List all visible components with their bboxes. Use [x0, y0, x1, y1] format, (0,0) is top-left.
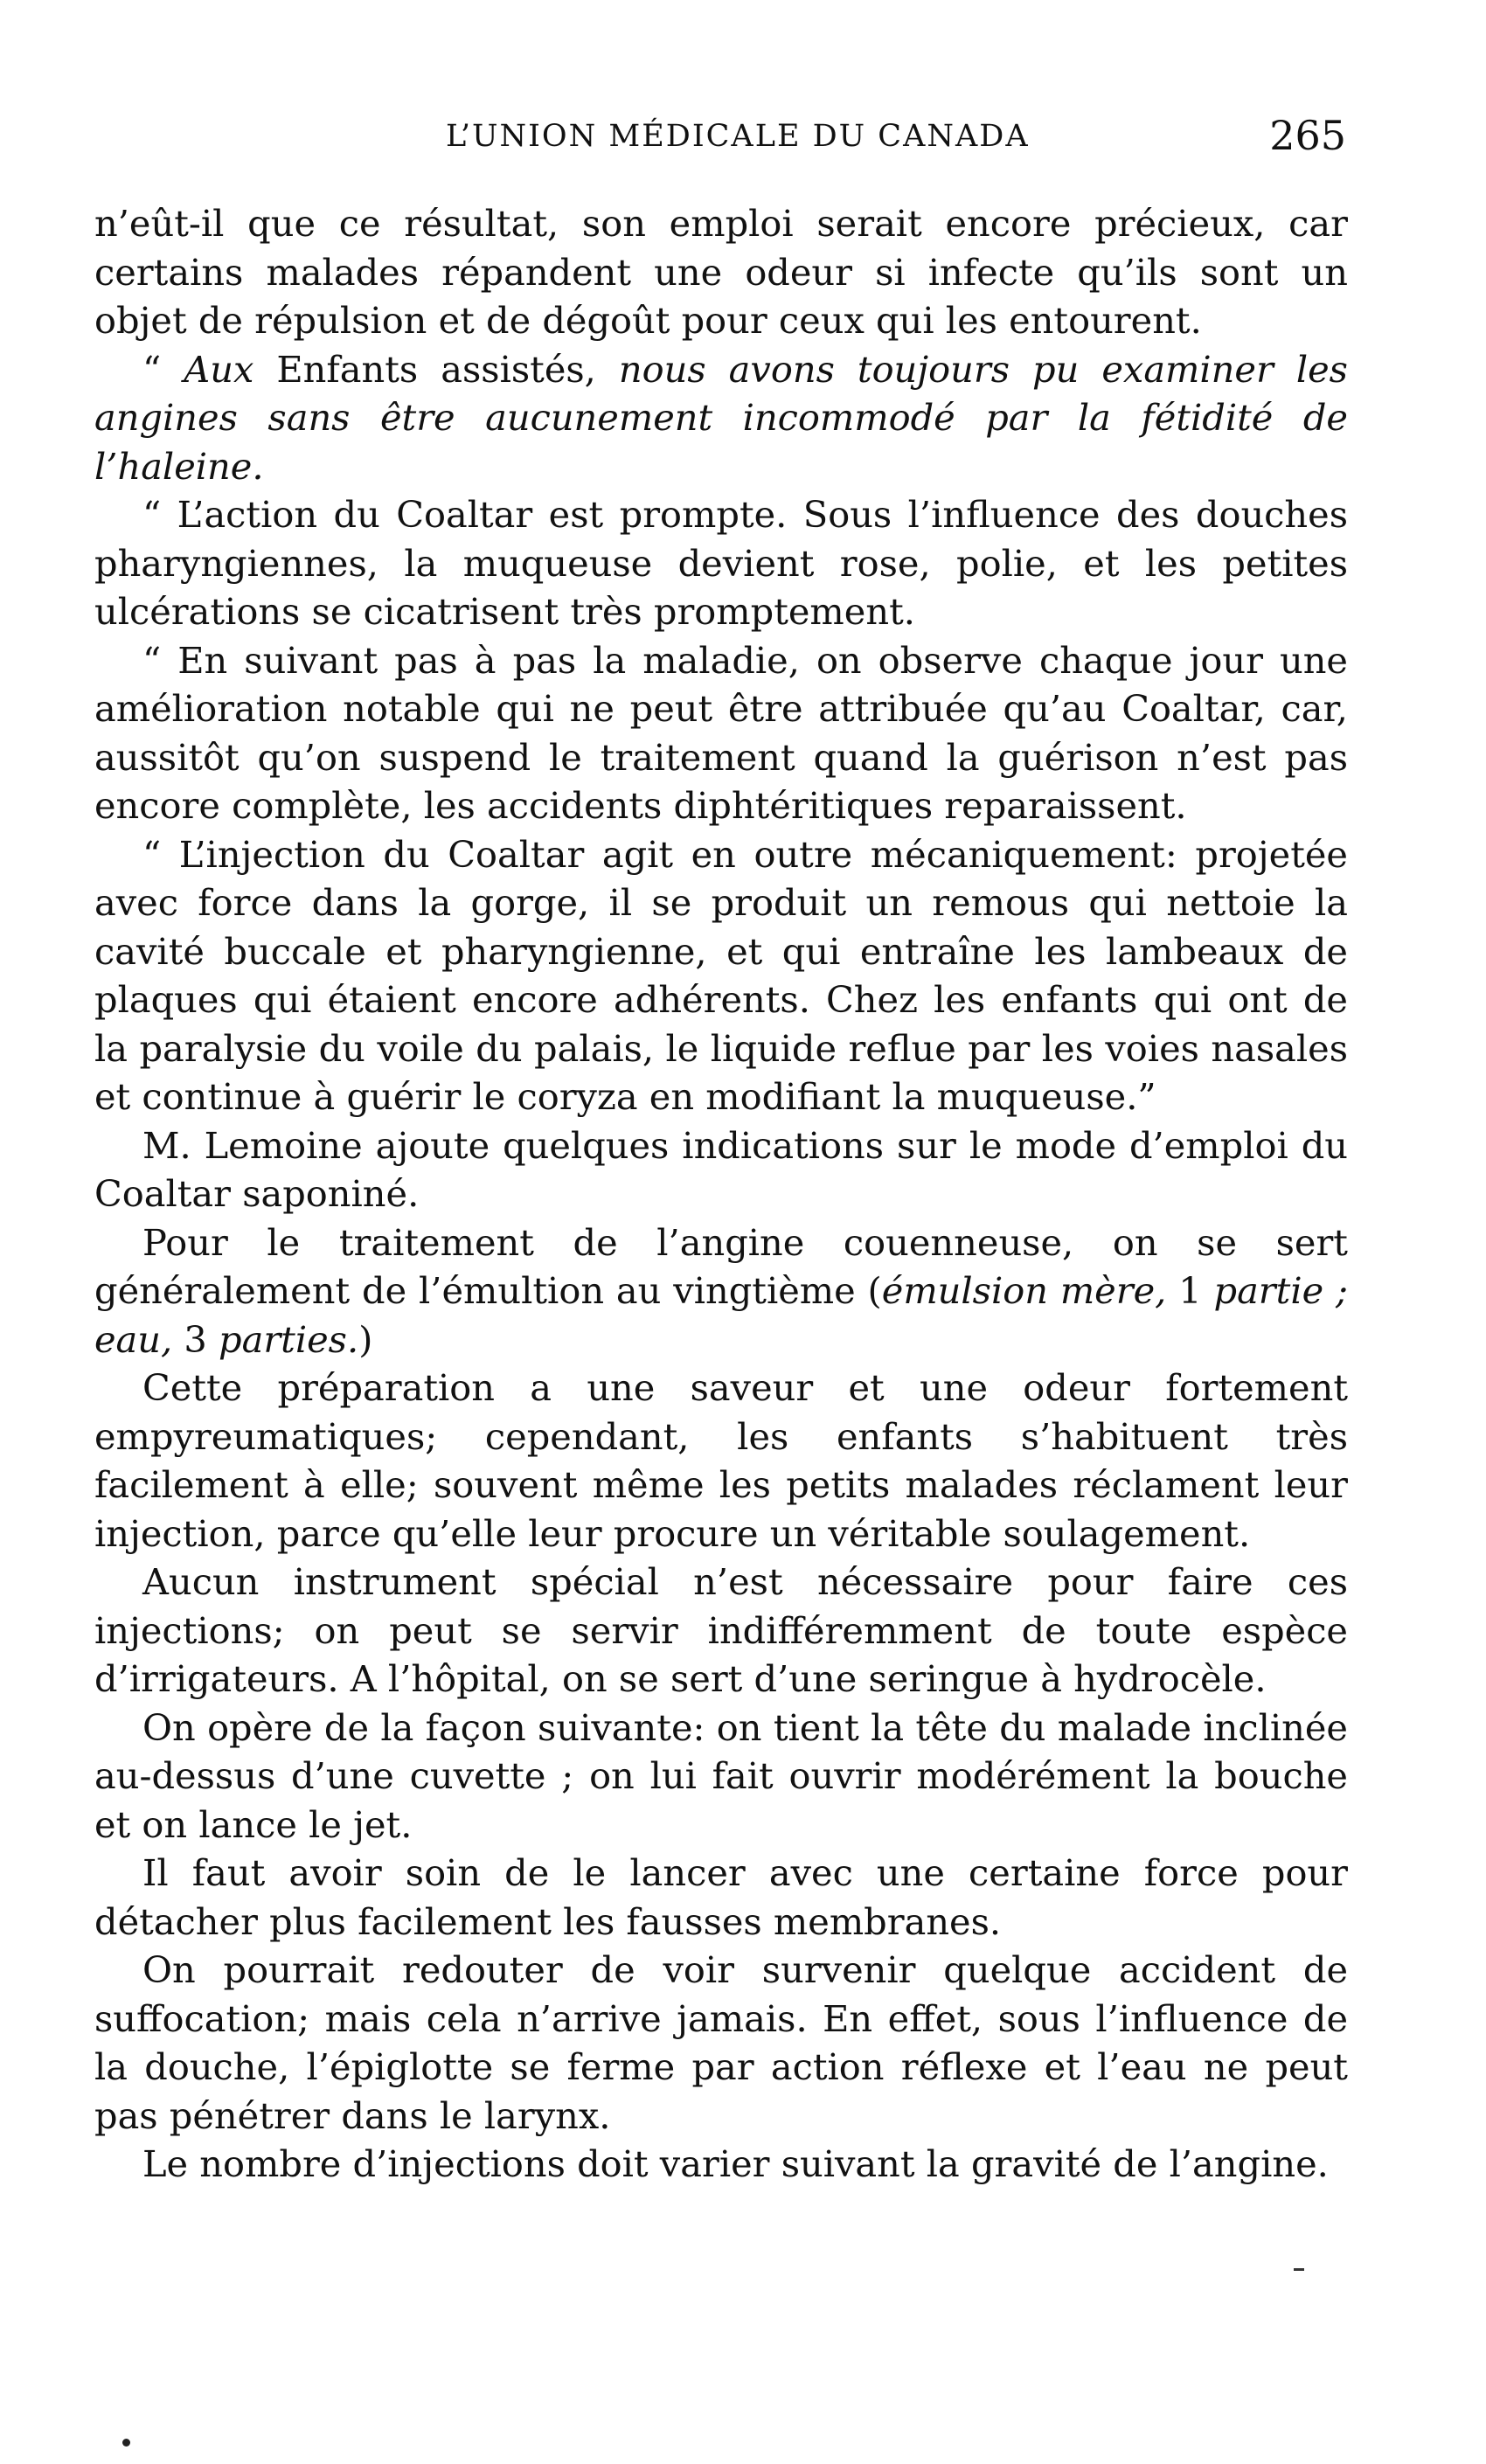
paragraph: [94, 1121, 1348, 1218]
paragraph: [94, 830, 1348, 1121]
paragraph: [94, 1364, 1348, 1558]
paragraph: [94, 1849, 1348, 1946]
paragraph: [94, 2140, 1348, 2189]
paragraph: [94, 1558, 1348, 1704]
italic-text: parties.: [219, 1317, 359, 1361]
paragraph-text: 3: [172, 1317, 219, 1361]
paragraph-text: On pourrait redouter de voir survenir quelque accident de suffocation; mais cela n’arrive jamais. En effet, sous l’influence de la douche, l’épiglotte se ferme par action réflexe et l’eau ne peut pas pénétrer dans le larynx.: [94, 1948, 1348, 2137]
paragraph-text: “ En suivant pas à pas la maladie, on observe chaque jour une amélioration notable qui ne peut être attribuée qu’au Coaltar, car, aussitôt qu’on suspend le traitement quand la guérison n’est pas encore complète, les accidents diphtéritiques reparaissent.: [94, 638, 1348, 827]
paragraph-text: “ L’injection du Coaltar agit en outre mécaniquement: projetée avec force dans la gorge, il se produit un remous qui nettoie la cavité buccale et pharyngienne, et qui entraîne les lambeaux de plaques qui étaient encore adhérents. Chez les enfants qui ont de la paralysie du voile du palais, le liquide reflue par les voies nasales et continue à guérir le coryza en modifiant la muqueuse.”: [94, 832, 1348, 1118]
running-header: [96, 112, 1346, 164]
paragraph-text: Pour le traitement de l’angine couenneuse, on se sert généralement de l’émultion au vingtième (: [94, 1220, 1348, 1312]
italic-text: partie ; eau,: [94, 1269, 1349, 1361]
paragraph: [94, 345, 1348, 491]
paragraph-text: “ L’action du Coaltar est prompte. Sous l’influence des douches pharyngiennes, la muqueuse devient rose, polie, et les petites ulcérations se cicatrisent très promptement.: [94, 493, 1348, 633]
running-title: L’UNION MÉDICALE DU CANADA: [446, 119, 1030, 154]
paragraph-text: Le nombre d’injections doit varier suivant la gravité de l’angine.: [142, 2142, 1329, 2185]
page-number: 265: [1269, 112, 1346, 159]
paragraph: [94, 1946, 1348, 2140]
paragraph-text: Enfants assistés,: [253, 347, 619, 391]
paragraph-text: Il faut avoir soin de le lancer avec une certaine force pour détacher plus facilement les fausses membranes.: [94, 1851, 1348, 1943]
paragraph-text: Cette préparation a une saveur et une odeur fortement empyreumatiques; cependant, les enfants s’habituent très facilement à elle; souvent même les petits malades réclament leur injection, parce qu’elle leur procure un véritable soulagement.: [94, 1366, 1348, 1555]
print-artifact-dot: [122, 2439, 130, 2447]
paragraph-text: 1: [1166, 1269, 1214, 1312]
paragraph: [94, 199, 1348, 345]
italic-text: nous avons toujours pu examiner les angines sans être aucunement incommodé par la fétidité de l’haleine.: [94, 347, 1348, 488]
paragraph: [94, 1218, 1348, 1364]
paragraph-text: On opère de la façon suivante: on tient la tête du malade inclinée au-dessus d’une cuvette ; on lui fait ouvrir modérément la bouche et on lance le jet.: [94, 1705, 1348, 1846]
paragraph-text: Aucun instrument spécial n’est nécessaire pour faire ces injections; on peut se servir indifféremment de toute espèce d’irrigateurs. A l’hôpital, on se sert d’une seringue à hydrocèle.: [94, 1560, 1348, 1700]
paragraph: [94, 636, 1348, 830]
paragraph-text: n’eût-il que ce résultat, son emploi serait encore précieux, car certains malades répandent une odeur si infecte qu’ils sont un objet de répulsion et de dégoût pour ceux qui les entourent.: [94, 202, 1348, 342]
paragraph-text: “: [142, 347, 184, 391]
paragraph: [94, 1704, 1348, 1850]
italic-text: émulsion mère,: [881, 1269, 1167, 1312]
paragraph-text: ): [358, 1317, 373, 1361]
paragraph-text: M. Lemoine ajoute quelques indications sur le mode d’emploi du Coaltar saponiné.: [94, 1123, 1348, 1215]
italic-text: Aux: [184, 347, 254, 391]
body-text: [94, 199, 1348, 2189]
paragraph: [94, 490, 1348, 636]
print-artifact-dash: [1294, 2268, 1304, 2271]
